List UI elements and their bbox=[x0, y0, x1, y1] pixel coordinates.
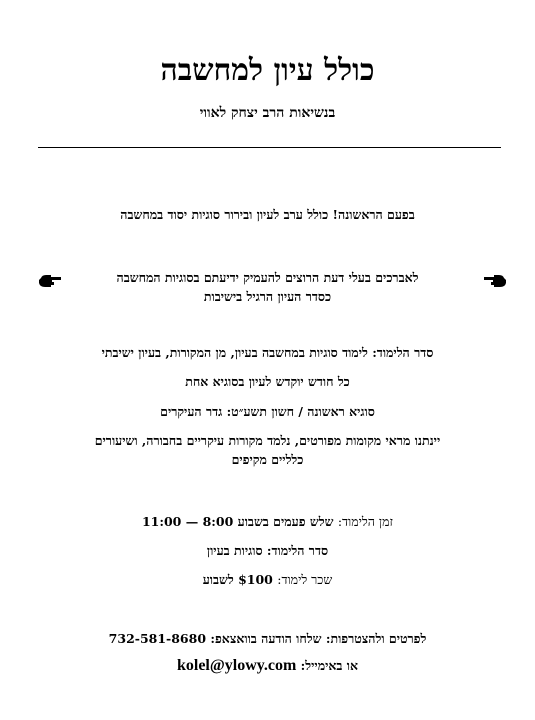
contact-email-row bbox=[0, 657, 535, 675]
contact-whatsapp: לפרטים ולהצטרפות: שלחו הודעה בוואצאפ: 732-581-8680 bbox=[108, 631, 427, 646]
schedule-fee-value: $100 לשבוע bbox=[202, 572, 273, 587]
schedule-time bbox=[0, 513, 535, 531]
schedule-order: סדר הלימוד: סוגיות בעיון bbox=[206, 543, 329, 558]
intro-headline: בפעם הראשונה! כולל ערב לעיון ובירור סוגיות יסוד במחשבה bbox=[120, 207, 415, 222]
schedule-time-value: שלש פעמים בשבוע 8:00 — 11:00 bbox=[141, 514, 334, 529]
curriculum-first-topic: סוגיא ראשונה / חשון תשע״ט: גדר העיקרים bbox=[160, 404, 375, 419]
schedule-fee-label: שכר לימוד: bbox=[277, 572, 333, 587]
intro-audience-line-1: לאברכים בעלי דעת הרוצים להעמיק ידיעתם בסוגיות המחשבה bbox=[116, 270, 419, 285]
contact-email-link[interactable]: kolel@ylowy.com bbox=[176, 657, 297, 674]
page-title: כולל עיון למחשבה bbox=[160, 53, 375, 88]
schedule-fee bbox=[0, 571, 535, 589]
curriculum-sources-line-1: יינתנו מראי מקומות מפורטים, נלמד מקורות עיקריים בחבורה, ושיעורים bbox=[94, 433, 441, 448]
page-subtitle: בנשיאות הרב יצחק לאווי bbox=[199, 105, 336, 121]
curriculum-sources-line-2: כלליים מקיפים bbox=[231, 452, 304, 467]
contact-email-label: או באימייל: bbox=[300, 658, 359, 673]
curriculum-monthly: כל חודש יוקדש לעיון בסוגיא אחת bbox=[185, 374, 350, 389]
curriculum-method: סדר הלימוד: לימוד סוגיות במחשבה בעיון, מן המקורות, בעיון ישיבתי bbox=[101, 345, 434, 360]
header-divider bbox=[38, 147, 501, 148]
schedule-time-label: זמן הלימוד: bbox=[337, 514, 394, 529]
intro-audience-line-2: כסדר העיון הרגיל בישיבות bbox=[203, 289, 332, 304]
